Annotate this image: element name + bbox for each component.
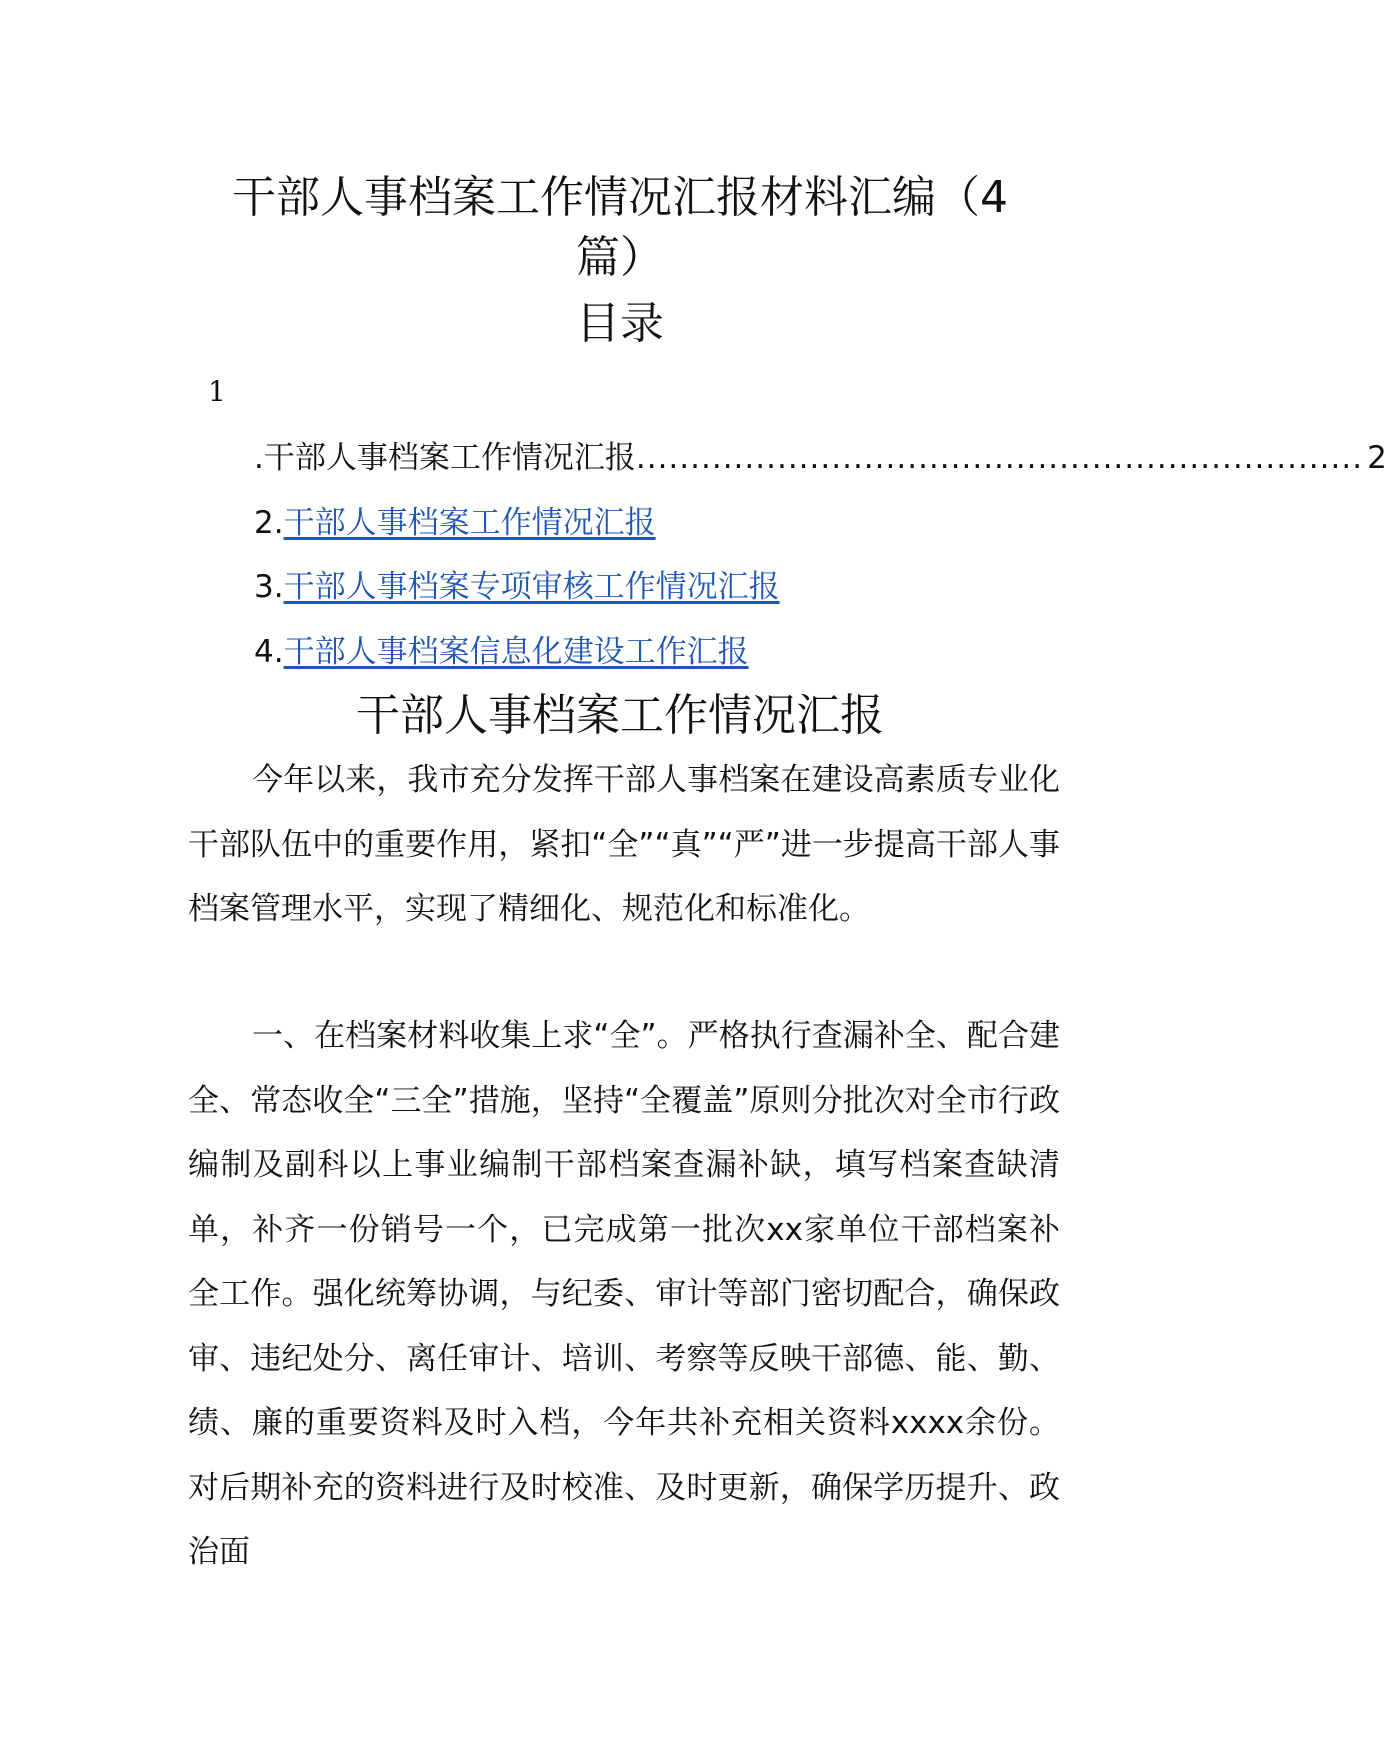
document-title-line-1: 干部人事档案工作情况汇报材料汇编（4 [232,172,1008,223]
toc-dot-leader: ................................................................... [635,440,1364,476]
body-paragraph-2: 一、在档案材料收集上求“全”。严格执行查漏补全、配合建全、常态收全“三全”措施，坚持“全覆盖”原则分批次对全市行政编制及副科以上事业编制干部档案查漏补缺，填写档案查缺清单，补齐一份销号一个，已完成第一批次xx家单位干部档案补全工作。强化统筹协调，与纪委、审计等部门密切配合，确保政审、违纪处分、离任审计、培训、考察等反映干部德、能、勤、绩、廉的重要资料及时入档，今年共补充相关资料xxxx余份。对后期补充的资料进行及时校准、及时更新，确保学历提升、政治面 [188,1018,1060,1570]
toc-entry-2-number: 2. [254,505,284,541]
document-title-line-2: 篇） [576,232,664,283]
toc-entry-3-number: 3. [254,569,284,605]
toc-entry-3[interactable] [254,567,780,607]
toc-entry-2-link[interactable]: 干部人事档案工作情况汇报 [283,505,656,541]
toc-entry-1[interactable] [254,438,1387,478]
toc-entry-4-link[interactable]: 干部人事档案信息化建设工作汇报 [283,634,749,670]
toc-entry-1-text[interactable]: .干部人事档案工作情况汇报 [254,440,636,476]
toc-list-number: 1 [208,375,226,408]
toc-entry-4-number: 4. [254,634,284,670]
toc-entry-1-page-number: 2 [1367,440,1387,476]
toc-entry-3-link[interactable]: 干部人事档案专项审核工作情况汇报 [283,569,780,605]
toc-entry-4[interactable] [254,632,749,672]
body-paragraph-1: 今年以来，我市充分发挥干部人事档案在建设高素质专业化干部队伍中的重要作用，紧扣“全”“真”“严”进一步提高干部人事档案管理水平，实现了精细化、规范化和标准化。 [188,762,1060,927]
section-title: 干部人事档案工作情况汇报 [356,690,884,741]
toc-entry-2[interactable] [254,503,656,543]
toc-heading: 目录 [576,298,664,349]
